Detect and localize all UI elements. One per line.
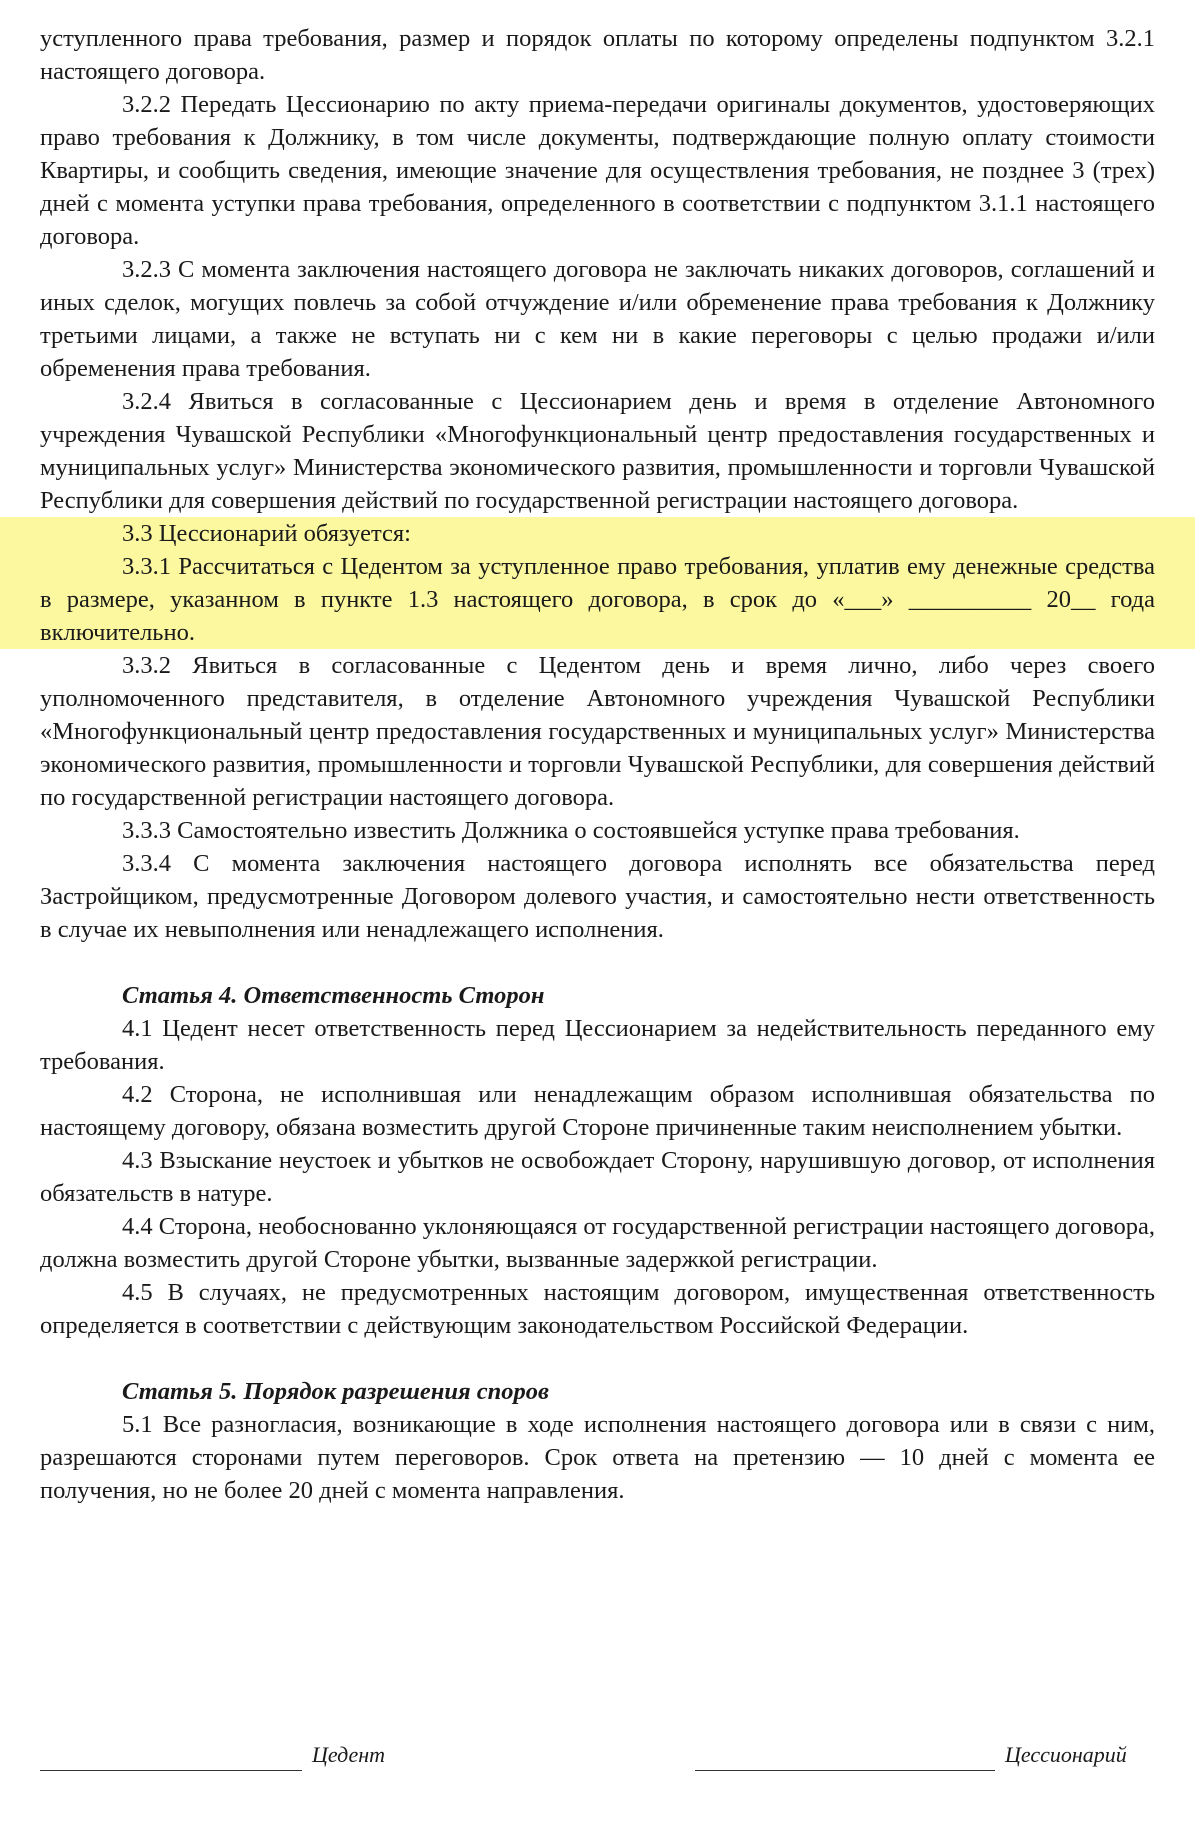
paragraph-3-2-2: 3.2.2 Передать Цессионарию по акту приема-передачи оригиналы документов, удостоверяющих право требования к Должнику, в том числе документы, подтверждающие полную оплату стоимости Квартиры, и сообщить сведения, имеющие значение для осуществления требования, не позднее 3 (трех) дней с момента уступки права требования, определенного в соответствии с подпунктом 3.1.1 настоящего договора.: [40, 91, 1155, 250]
spacer: [40, 1342, 1155, 1375]
paragraph-3-3: 3.3 Цессионарий обязуется:: [122, 520, 411, 547]
paragraph-5-1: 5.1 Все разногласия, возникающие в ходе исполнения настоящего договора или в связи с ним, разрешаются сторонами путем переговоров. Срок ответа на претензию — 10 дней с момента ее получения, но не более 20 дней с момента направления.: [40, 1411, 1155, 1504]
signature-row: [40, 1738, 1155, 1771]
paragraph-3-2-4: 3.2.4 Явиться в согласованные с Цессионарием день и время в отделение Автономного учреждения Чувашской Республики «Многофункциональный центр предоставления государственных и муниципальных услуг» Министерства экономического развития, промышленности и торговли Чувашской Республики для совершения действий по государственной регистрации настоящего договора.: [40, 388, 1155, 514]
paragraph-3-3-1: 3.3.1 Рассчитаться с Цедентом за уступленное право требования, уплатив ему денежные средства в размере, указанном в пункте 1.3 настоящего договора, в срок до «___» __________ 20__ года включительно.: [40, 553, 1155, 646]
paragraph-4-3: 4.3 Взыскание неустоек и убытков не освобождает Сторону, нарушившую договор, от исполнения обязательств в натуре.: [40, 1147, 1155, 1207]
signature-line: [40, 1744, 302, 1771]
paragraph-3-3-2: 3.3.2 Явиться в согласованные с Цедентом день и время лично, либо через своего уполномоченного представителя, в отделение Автономного учреждения Чувашской Республики «Многофункциональный центр предоставления государственных и муниципальных услуг» Министерства экономического развития, промышленности и торговли Чувашской Республики, для совершения действий по государственной регистрации настоящего договора.: [40, 652, 1155, 811]
signature-label-cedent: Цедент: [312, 1742, 386, 1767]
paragraph-3-2-3: 3.2.3 С момента заключения настоящего договора не заключать никаких договоров, соглашений и иных сделок, могущих повлечь за собой отчуждение и/или обременение права требования к Должнику третьими лицами, а также не вступать ни с кем ни в какие переговоры с целью продажи и/или обременения права требования.: [40, 256, 1155, 382]
highlighted-block: [0, 517, 1195, 649]
article-5-heading: Статья 5. Порядок разрешения споров: [122, 1378, 549, 1405]
paragraph-4-2: 4.2 Сторона, не исполнившая или ненадлежащим образом исполнившая обязательства по настоящему договору, обязана возместить другой Стороне причиненные таким неисполнением убытки.: [40, 1081, 1155, 1141]
signature-cessionary: [695, 1738, 1127, 1771]
paragraph-3-3-3: 3.3.3 Самостоятельно известить Должника о состоявшейся уступке права требования.: [122, 817, 1020, 844]
paragraph-4-5: 4.5 В случаях, не предусмотренных настоящим договором, имущественная ответственность определяется в соответствии с действующим законодательством Российской Федерации.: [40, 1279, 1155, 1339]
paragraph-3-3-4: 3.3.4 С момента заключения настоящего договора исполнять все обязательства перед Застройщиком, предусмотренные Договором долевого участия, и самостоятельно нести ответственность в случае их невыполнения или ненадлежащего исполнения.: [40, 850, 1155, 943]
paragraph-4-1: 4.1 Цедент несет ответственность перед Цессионарием за недействительность переданного ему требования.: [40, 1015, 1155, 1075]
article-4-heading: Статья 4. Ответственность Сторон: [122, 982, 545, 1009]
signature-label-cessionary: Цессионарий: [1005, 1742, 1127, 1767]
spacer: [40, 946, 1155, 979]
signature-cedent: [40, 1738, 385, 1771]
signature-line: [695, 1744, 995, 1771]
paragraph-4-4: 4.4 Сторона, необоснованно уклоняющаяся от государственной регистрации настоящего договора, должна возместить другой Стороне убытки, вызванные задержкой регистрации.: [40, 1213, 1155, 1273]
paragraph-continuation: уступленного права требования, размер и порядок оплаты по которому определены подпунктом 3.2.1 настоящего договора.: [40, 25, 1155, 85]
